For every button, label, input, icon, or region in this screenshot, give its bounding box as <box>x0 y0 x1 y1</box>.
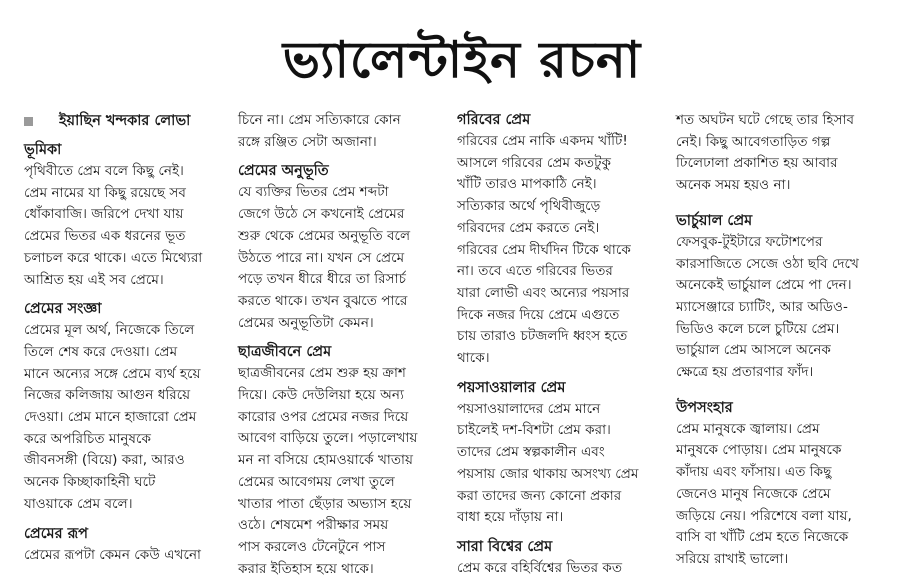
text-line: বাধা হয়ে দাঁড়ায় না। <box>457 509 564 526</box>
text-line: চায় তারাও চটজলদি ধ্বংস হতে <box>457 328 628 345</box>
section-heading-feeling: প্রেমের অনুভূতি <box>238 163 329 180</box>
text-line: দেওয়া। প্রেম মানে হাজারো প্রেম <box>24 409 197 426</box>
section-heading-virtual-love: ভার্চুয়াল প্রেম <box>676 212 753 229</box>
section-heading-student-life: ছাত্রজীবনে প্রেম <box>238 344 332 361</box>
text-line: ভিডিও কলে চলে চুটিয়ে প্রেম। <box>676 320 840 337</box>
column-1 <box>24 110 232 566</box>
column-4 <box>676 110 888 571</box>
text-line: তিলে শেষ করে দেওয়া। প্রেম <box>24 343 178 360</box>
text-line: কারোর ওপর প্রেমের নজর দিয়ে <box>238 408 409 425</box>
text-line: আবেগ বাড়িয়ে তুলে। পড়ালেখায় <box>238 430 418 447</box>
text-line: প্রেমের রূপটা কেমন কেউ এখনো <box>24 546 201 563</box>
text-line: প্রেমের আবেগময় লেখা তুলে <box>238 473 395 490</box>
text-line: অনেক কিচ্ছাকাহিনী ঘটে <box>24 474 156 491</box>
text-line: পয়সাওয়ালাদের প্রেম মানে <box>457 400 601 417</box>
section-text-rich-love <box>457 399 667 529</box>
text-line: করতে থাকে। তখন বুঝতে পারে <box>238 292 408 309</box>
text-line: সরিয়ে রাখাই ভালো। <box>676 550 789 567</box>
continued-text <box>238 110 446 153</box>
text-line: প্রেম মানুষকে জ্বালায়। প্রেম <box>676 420 820 437</box>
text-line: আশ্রিত হয় এই সব প্রেমে। <box>24 271 164 288</box>
text-line: যারা লোভী এবং অন্যের পয়সার <box>457 284 630 301</box>
text-line: শুরু থেকে প্রেমের অনুভূতি বলে <box>238 227 411 244</box>
section-text-student-life <box>238 363 446 580</box>
section-text-conclusion <box>676 419 888 571</box>
text-line: খাঁটি তারও মাপকাঠি নেই। <box>457 176 597 193</box>
text-line: সত্যিকার অর্থে পৃথিবীজুড়ে <box>457 198 601 215</box>
text-line: কারসাজিতে সেজে ওঠা ছবি দেখে <box>676 255 859 272</box>
text-line: কাঁদায় এবং ফাঁসায়। এত কিছু <box>676 464 832 481</box>
text-line: চলাচল করে থাকে। এতে মিথ্যেরা <box>24 249 203 266</box>
section-text-world-love <box>457 558 667 580</box>
text-line: খাতার পাতা ছেঁড়ার অভ্যাস হয়ে <box>238 495 412 512</box>
text-line: ছাত্রজীবনের প্রেম শুরু হয় ক্রাশ <box>238 365 406 382</box>
text-line: মানুষকে পোড়ায়। প্রেম মানুষকে <box>676 442 842 459</box>
byline <box>24 110 232 132</box>
column-2 <box>238 110 446 580</box>
text-line: না। তবে এতে গরিবের ভিতর <box>457 263 613 280</box>
text-line: ধোঁকাবাজি। জরিপে দেখা যায় <box>24 206 184 223</box>
text-line: রঙ্গে রঞ্জিত সেটা অজানা। <box>238 133 377 150</box>
continued-text <box>676 110 888 197</box>
text-line: নেই। কিছু আবেগতাড়িত গল্প <box>676 133 831 150</box>
text-line: মানে অন্যের সঙ্গে প্রেমে ব্যর্থ হয়ে <box>24 365 201 382</box>
section-text-virtual-love <box>676 232 888 384</box>
text-line: ঢিলেঢালা প্রকাশিত হয় আবার <box>676 155 838 172</box>
text-line: পয়সায় জোর থাকায় অসংখ্য প্রেম <box>457 465 639 482</box>
author-name: ইয়াছিন খন্দকার লোভা <box>59 113 191 129</box>
text-line: প্রেমের অনুভূতিটা কেমন। <box>238 314 374 331</box>
text-line: প্রেম করে বহির্বিশ্বের ভিতর কত <box>457 559 623 576</box>
section-text-definition <box>24 320 232 515</box>
text-line: যাওয়াকে প্রেম বলে। <box>24 495 133 512</box>
text-line: পাস করলেও টেনেটুনে পাস <box>238 538 386 555</box>
text-line: গরিবের প্রেম দীর্ঘদিন টিকে থাকে <box>457 241 631 258</box>
section-heading-introduction: ভূমিকা <box>24 142 62 158</box>
bullet-square-icon <box>24 117 33 126</box>
text-line: গরিবদের প্রেম করতে নেই। <box>457 219 600 236</box>
text-line: জেনেও মানুষ নিজেকে প্রেমে <box>676 485 831 502</box>
text-line: পড়ে তখন ধীরে ধীরে তা রিসার্চ <box>238 271 406 288</box>
text-line: পৃথিবীতে প্রেম বলে কিছু নেই। <box>24 163 184 179</box>
text-line: ফেসবুক-টুইটারে ফটোশপের <box>676 233 823 250</box>
section-heading-poor-love: গরিবের প্রেম <box>457 112 531 128</box>
text-line: প্রেমের মূল অর্থ, নিজেকে তিলে <box>24 322 195 339</box>
text-line: মন না বসিয়ে হোমওয়ার্কে খাতায় <box>238 452 413 469</box>
section-heading-conclusion: উপসংহার <box>676 399 733 416</box>
section-heading-rich-love: পয়সাওয়ালার প্রেম <box>457 379 566 396</box>
text-line: করা তাদের জন্য কোনো প্রকার <box>457 487 622 504</box>
section-heading-definition: প্রেমের সংজ্ঞা <box>24 301 102 318</box>
text-line: আসলে গরিবের প্রেম কতটুকু <box>457 154 612 171</box>
text-line: ক্ষেত্রে হয় প্রতারণার ফাঁদ। <box>676 364 814 381</box>
text-line: নিজের কলিজায় আগুন ধরিয়ে <box>24 387 191 404</box>
section-heading-world-love: সারা বিশ্বের প্রেম <box>457 538 553 555</box>
text-line: ম্যাসেঞ্জারে চ্যাটিং, আর অডিও- <box>676 298 848 315</box>
section-text-introduction <box>24 161 232 291</box>
text-line: ভার্চুয়াল প্রেম আসলে অনেক <box>676 342 831 359</box>
text-line: জীবনসঙ্গী (বিয়ে) করা, আরও <box>24 452 185 469</box>
text-line: প্রেমের ভিতর এক ধরনের ভূত <box>24 228 186 245</box>
text-line: শত অঘটন ঘটে গেছে তার হিসাব <box>676 112 855 128</box>
text-line: অনেক সময় হয়ও না। <box>676 177 791 194</box>
section-text-poor-love <box>457 131 667 370</box>
text-line: করে অপরিচিত মানুষকে <box>24 430 151 447</box>
text-line: জড়িয়ে নেয়। পরিশেষে বলা যায়, <box>676 507 852 524</box>
text-line: অনেকেই ভার্চুয়াল প্রেমে পা দেন। <box>676 277 852 294</box>
text-line: ওঠে। শেষমেশ পরীক্ষার সময় <box>238 517 389 534</box>
column-3 <box>457 110 667 580</box>
text-line: প্রেম নামের যা কিছু রয়েছে সব <box>24 184 186 201</box>
text-line: তাদের প্রেম স্বল্পকালীন এবং <box>457 444 605 461</box>
text-line: দিয়ে। কেউ দেউলিয়া হয়ে অন্য <box>238 387 404 404</box>
text-line: উঠতে পারে না। যখন সে প্রেমে <box>238 249 405 266</box>
text-line: করার ইতিহাস হয়ে থাকে। <box>238 560 374 577</box>
text-line: দিকে নজর দিয়ে প্রেমে এগুতে <box>457 306 620 323</box>
section-text-feeling <box>238 182 446 334</box>
text-line: চিনে না। প্রেম সত্যিকারে কোন <box>238 112 401 128</box>
text-line: জেগে উঠে সে কখনোই প্রেমের <box>238 206 405 223</box>
section-text-form <box>24 545 232 567</box>
text-line: যে ব্যক্তির ভিতর প্রেম শব্দটা <box>238 184 389 201</box>
text-line: বাসি বা খাঁটি প্রেম হতে নিজেকে <box>676 529 849 546</box>
text-line: চাইলেই দশ-বিশটা প্রেম করা। <box>457 422 611 439</box>
text-line: থাকে। <box>457 350 490 367</box>
section-heading-form: প্রেমের রূপ <box>24 525 89 542</box>
text-line: গরিবের প্রেম নাকি একদম খাঁটি! <box>457 133 628 149</box>
article-title: ভ্যালেন্টাইন রচনা <box>282 31 642 89</box>
